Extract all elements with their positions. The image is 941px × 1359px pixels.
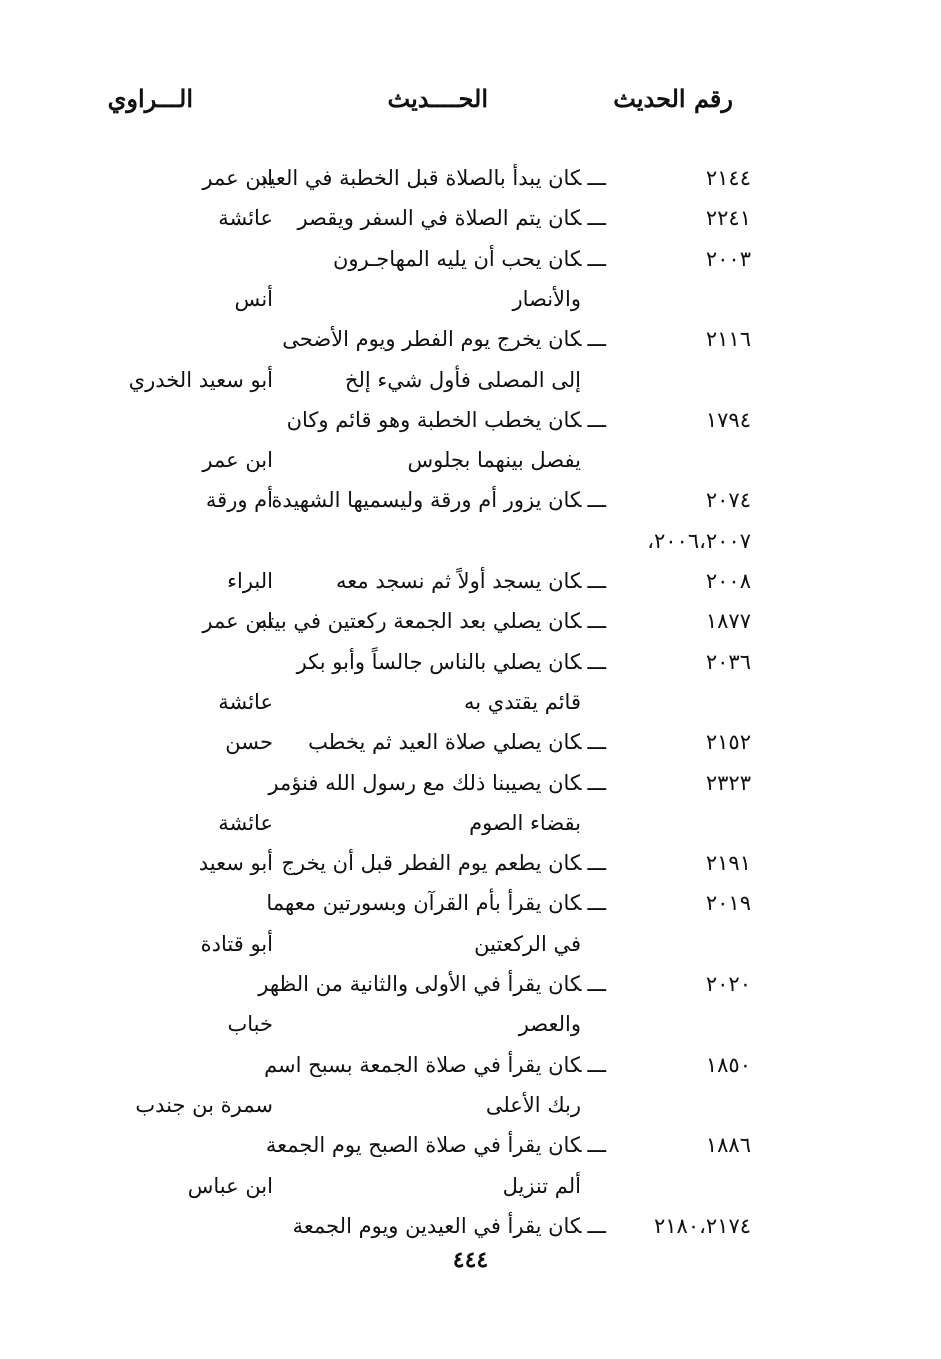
narrator: أم ورقة <box>205 488 273 513</box>
entry-dash: ـــ <box>587 166 606 190</box>
narrator: أبو سعيد <box>198 851 273 876</box>
hadith-number-continuation: ٢٠٠٦،٢٠٠٧، <box>647 528 751 553</box>
hadith-text-continuation <box>469 803 581 843</box>
narrator: البراء <box>227 569 273 593</box>
entry-dash: ـــ <box>587 851 606 876</box>
hadith-text-line: والعصر <box>518 1012 581 1037</box>
hadith-text-line: في الركعتين <box>474 931 581 956</box>
hadith-text-line: كان يصلي بعد الجمعة ركعتين في بيته <box>256 609 582 634</box>
hadith-text-line: ربك الأعلى <box>485 1092 581 1117</box>
entry-dash: ـــ <box>587 1052 606 1077</box>
hadith-text <box>266 1125 606 1165</box>
hadith-text-line: كان يقرأ في صلاة الجمعة بسبح اسم <box>264 1052 582 1077</box>
hadith-number: ٢٢٤١ <box>705 206 751 231</box>
hadith-text-line: ألم تنزيل <box>502 1173 581 1198</box>
entry-dash: ـــ <box>587 1133 606 1158</box>
entry-dash: ـــ <box>587 609 606 634</box>
hadith-number: ٢٠٠٨ <box>705 569 751 593</box>
hadith-text-line: كان يقرأ بأم القرآن وبسورتين معهما <box>266 891 582 916</box>
hadith-text-line: كان يطعم يوم الفطر قبل أن يخرج <box>281 851 582 876</box>
hadith-number: ٢٠٧٤ <box>705 488 751 513</box>
hadith-text <box>258 158 606 198</box>
hadith-text-line: كان يتم الصلاة في السفر ويقصر <box>297 206 582 231</box>
narrator: أنس <box>234 286 273 311</box>
hadith-text <box>333 239 606 279</box>
page-number: ٤٤٤ <box>452 1247 489 1273</box>
hadith-text-continuation <box>345 360 581 400</box>
hadith-text <box>287 400 606 440</box>
hadith-text-line: كان يقرأ في صلاة الصبح يوم الجمعة <box>265 1133 582 1158</box>
hadith-text-continuation <box>464 682 581 722</box>
entry-dash: ـــ <box>587 407 606 432</box>
hadith-text-continuation <box>519 1004 581 1044</box>
hadith-text-continuation <box>474 924 581 964</box>
hadith-number: ٢٠٠٣ <box>705 246 751 271</box>
hadith-number: ٢١٨٠،٢١٧٤ <box>653 1213 751 1238</box>
narrator: أبو سعيد الخدري <box>128 367 273 392</box>
entry-dash: ـــ <box>587 770 606 795</box>
hadith-text <box>257 601 606 641</box>
hadith-text-line: كان يخطب الخطبة وهو قائم وكان <box>286 407 582 432</box>
narrator: ابن عمر <box>202 166 273 190</box>
hadith-text-line: إلى المصلى فأول شيء إلخ <box>344 367 581 392</box>
narrator: سمرة بن جندب <box>135 1092 273 1117</box>
hadith-number: ٢٠٣٦ <box>705 649 751 674</box>
column-header-number: رقم الحديث <box>613 84 733 113</box>
hadith-text-continuation <box>512 279 581 319</box>
hadith-number: ١٧٩٤ <box>705 407 751 432</box>
narrator: ابن عمر <box>202 609 273 634</box>
hadith-text <box>266 883 606 923</box>
hadith-text <box>268 763 606 803</box>
column-header-hadith: الحــــديث <box>387 84 488 113</box>
narrator: عائشة <box>218 206 273 231</box>
entry-dash: ـــ <box>587 730 606 755</box>
entry-dash: ـــ <box>587 246 606 271</box>
hadith-number: ٢١٩١ <box>705 851 751 876</box>
hadith-text-line: قائم يقتدي به <box>464 689 581 714</box>
hadith-text-line: كان يقرأ في العيدين ويوم الجمعة <box>292 1213 582 1238</box>
hadith-text-line: كان يصلي بالناس جالساً وأبو بكر <box>296 649 582 674</box>
hadith-text-line: كان يبدأ بالصلاة قبل الخطبة في العيد <box>258 166 582 190</box>
hadith-text <box>308 722 606 762</box>
hadith-text-line: والأنصار <box>512 286 581 311</box>
hadith-text-continuation <box>486 1085 581 1125</box>
hadith-text <box>264 1045 606 1085</box>
hadith-text <box>271 480 606 520</box>
hadith-text-continuation <box>503 1166 581 1206</box>
column-header-narrator: الـــراوي <box>107 84 193 113</box>
narrator: ابن عباس <box>187 1173 273 1198</box>
entry-dash: ـــ <box>587 488 606 513</box>
hadith-text-line: كان يزور أم ورقة وليسميها الشهيدة <box>271 488 582 513</box>
hadith-number: ١٨٥٠ <box>705 1052 751 1077</box>
narrator: عائشة <box>218 810 273 835</box>
hadith-number: ٢١٥٢ <box>705 730 751 755</box>
hadith-text <box>336 561 606 601</box>
entry-dash: ـــ <box>587 649 606 674</box>
hadith-text <box>297 642 606 682</box>
hadith-text <box>258 964 606 1004</box>
narrator: خباب <box>227 1012 273 1037</box>
narrator: عائشة <box>218 689 273 714</box>
narrator: أبو قتادة <box>200 931 273 956</box>
narrator: ابن عمر <box>202 448 273 473</box>
hadith-text <box>293 1206 606 1246</box>
hadith-text-line: كان يحب أن يليه المهاجـرون <box>333 246 582 271</box>
hadith-number: ٢٣٢٣ <box>705 770 751 795</box>
hadith-text-line: كان يصيبنا ذلك مع رسول الله فنؤمر <box>268 770 582 795</box>
hadith-number: ٢١٤٤ <box>705 166 751 190</box>
hadith-text <box>282 319 606 359</box>
entry-dash: ـــ <box>587 972 606 996</box>
hadith-text-line: بقضاء الصوم <box>469 810 581 835</box>
hadith-text-line: كان يصلي صلاة العيد ثم يخطب <box>308 730 582 755</box>
entry-dash: ـــ <box>587 206 606 231</box>
entry-dash: ـــ <box>587 327 606 352</box>
hadith-text-line: كان يقرأ في الأولى والثانية من الظهر <box>258 972 582 996</box>
entry-dash: ـــ <box>587 569 606 593</box>
hadith-text-line: كان يسجد أولاً ثم نسجد معه <box>336 569 582 593</box>
hadith-number: ١٨٨٦ <box>705 1133 751 1158</box>
entry-dash: ـــ <box>587 1213 606 1238</box>
hadith-text <box>281 843 606 883</box>
hadith-text-line: كان يخرج يوم الفطر ويوم الأضحى <box>282 327 582 352</box>
hadith-number: ٢٠١٩ <box>705 891 751 916</box>
hadith-number: ١٨٧٧ <box>705 609 751 634</box>
hadith-text-continuation <box>407 440 581 480</box>
hadith-text-line: يفصل بينهما بجلوس <box>407 448 581 473</box>
hadith-text <box>297 198 606 238</box>
entry-dash: ـــ <box>587 891 606 916</box>
hadith-number: ٢١١٦ <box>705 327 751 352</box>
hadith-number: ٢٠٢٠ <box>705 972 751 996</box>
narrator: حسن <box>225 730 273 755</box>
